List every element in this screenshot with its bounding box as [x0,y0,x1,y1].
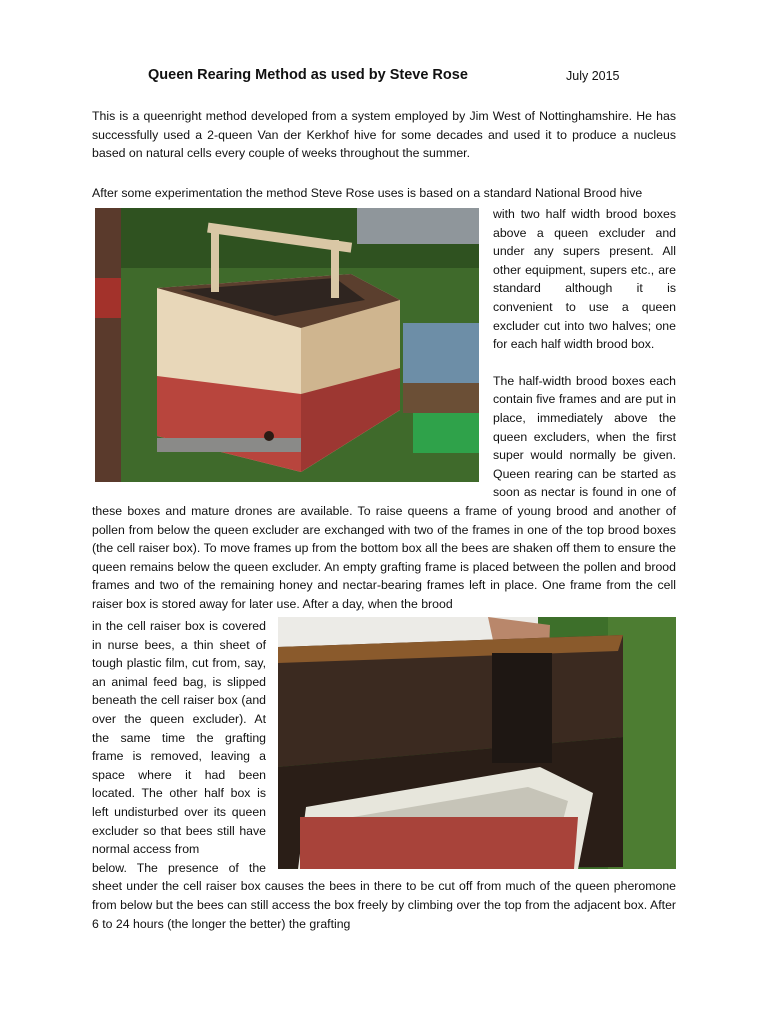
paragraph-4: in the cell raiser box is covered in nurse bees, a thin sheet of tough plastic film, cut from, say, an animal feed bag, is slipped beneath the cell raiser box (and over the queen excluder). At the same time the grafting frame is removed, leaving a space where it had been located. The other half box is left undisturbed over its queen excluder so that bees still have normal access from [92,619,266,857]
document-date: July 2015 [566,69,620,83]
paragraph-method-lead [92,184,676,203]
hive-frames-image [95,208,479,482]
hive-frames-photo [95,208,479,482]
paragraph-intro [92,107,676,163]
paragraph-5: below. The presence of the sheet under the cell raiser box causes the bees in there to be cut off from much of the queen pheromone from below but the bees can still access the box freely by climbing over the top from the adjacent box. After 6 to 24 hours (the longer the better) the grafting [92,860,676,931]
paragraph-2-rest: with two half width brood boxes above a queen excluder and under any supers present. All other equipment, supers etc., are standard although it is convenient to use a queen excluder cut into two halves; one for each half width brood box. [493,207,676,352]
section-sheet-photo [92,617,676,933]
section-hive-photo [92,205,676,613]
paragraph-3: The half-width brood boxes each contain five frames and are put in place, immediately above the queen excluders, when the first super would normally be given. Queen rearing can be started as soon as nectar is found in one of these boxes and mature drones are available. To raise queens a frame of young brood and another of pollen from below the queen excluder are exchanged with two of the frames in one of the top brood boxes (the cell raiser box). To move frames up from the bottom box all the bees are shaken off them to ensure the queen remains below the queen excluder. An empty grafting frame is placed between the pollen and brood frames and two of the remaining honey and nectar-bearing frames left in place. One frame from the cell raiser box is stored away for later use. After a day, when the brood [92,373,676,611]
paragraph-1: This is a queenright method developed from a system employed by Jim West of Nottinghamshire. He has successfully used a 2-queen Van der Kerkhof hive for some decades and used it to produce a nucleus based on natural cells every couple of weeks throughout the summer. [92,109,676,161]
cell-raiser-box-image [278,617,676,869]
header-row [92,67,676,91]
cell-raiser-box-photo [278,617,676,869]
paragraph-2-lead: After some experimentation the method Steve Rose uses is based on a standard National Brood hive [92,186,643,200]
document-title: Queen Rearing Method as used by Steve Rose [148,67,468,83]
